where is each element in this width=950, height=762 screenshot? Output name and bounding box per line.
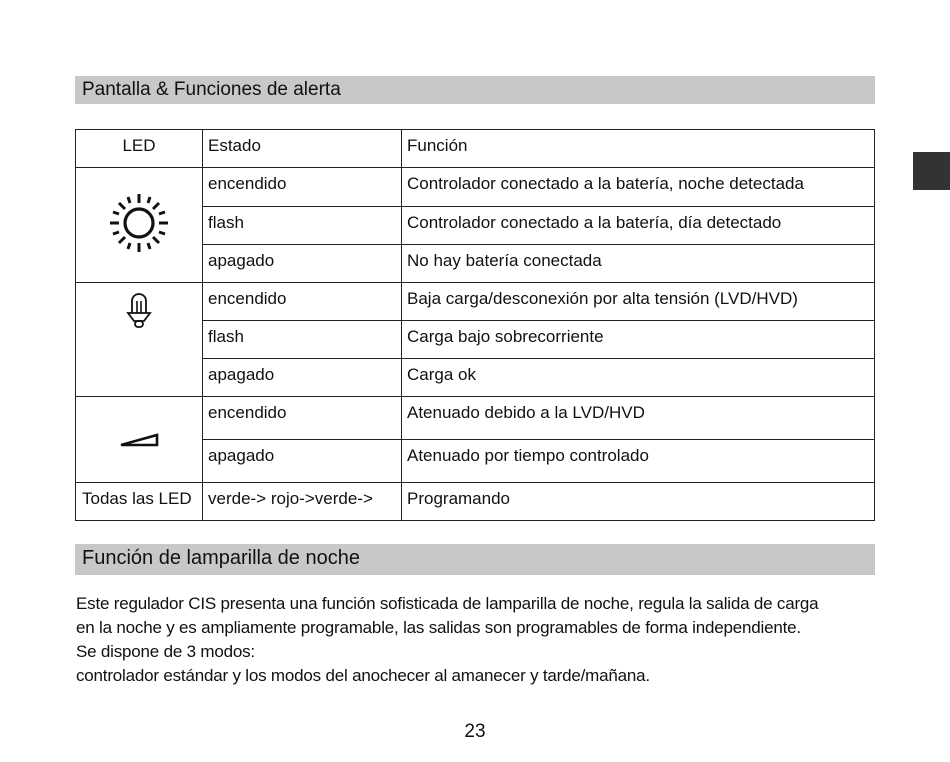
- led-cell-bulb: [76, 283, 203, 397]
- paragraph-line: en la noche y es ampliamente programable, las salidas son programables de forma independiente.: [76, 618, 801, 637]
- led-cell-all: Todas las LED: [76, 483, 203, 521]
- page-side-tab: [913, 152, 950, 190]
- state-cell: encendido: [203, 397, 402, 440]
- function-cell: Programando: [402, 483, 875, 521]
- header-state: Estado: [203, 130, 402, 168]
- state-cell: apagado: [203, 359, 402, 397]
- table-row: [76, 483, 875, 521]
- state-cell: encendido: [203, 168, 402, 207]
- paragraph-line: controlador estándar y los modos del anochecer al amanecer y tarde/mañana.: [76, 666, 650, 685]
- paragraph-line: Se dispone de 3 modos:: [76, 642, 255, 661]
- state-cell: apagado: [203, 245, 402, 283]
- bulb-icon: [124, 287, 154, 337]
- dimming-ramp-icon: [117, 425, 161, 449]
- function-cell: Atenuado por tiempo controlado: [402, 440, 875, 483]
- state-cell: verde-> rojo->verde->: [203, 483, 402, 521]
- state-cell: flash: [203, 321, 402, 359]
- night-light-description: [76, 592, 876, 688]
- function-cell: Atenuado debido a la LVD/HVD: [402, 397, 875, 440]
- function-cell: Controlador conectado a la batería, día detectado: [402, 207, 875, 245]
- state-cell: encendido: [203, 283, 402, 321]
- table-header-row: [76, 130, 875, 168]
- state-cell: flash: [203, 207, 402, 245]
- led-cell-dimming: [76, 397, 203, 483]
- function-cell: Baja carga/desconexión por alta tensión (LVD/HVD): [402, 283, 875, 321]
- sun-icon: [104, 188, 174, 258]
- led-status-table: [75, 129, 875, 521]
- table-row: [76, 397, 875, 440]
- function-cell: Carga ok: [402, 359, 875, 397]
- table-row: [76, 168, 875, 207]
- table-row: [76, 283, 875, 321]
- function-cell: Controlador conectado a la batería, noche detectada: [402, 168, 875, 207]
- function-cell: No hay batería conectada: [402, 245, 875, 283]
- section-title-alerts: Pantalla & Funciones de alerta: [75, 76, 875, 104]
- page-number: 23: [464, 721, 486, 742]
- function-cell: Carga bajo sobrecorriente: [402, 321, 875, 359]
- state-cell: apagado: [203, 440, 402, 483]
- led-cell-sun: [76, 168, 203, 283]
- header-led: LED: [76, 130, 203, 168]
- paragraph-line: Este regulador CIS presenta una función sofisticada de lamparilla de noche, regula la salida de carga: [76, 594, 819, 613]
- header-function: Función: [402, 130, 875, 168]
- section-title-night-light: Función de lamparilla de noche: [75, 544, 875, 575]
